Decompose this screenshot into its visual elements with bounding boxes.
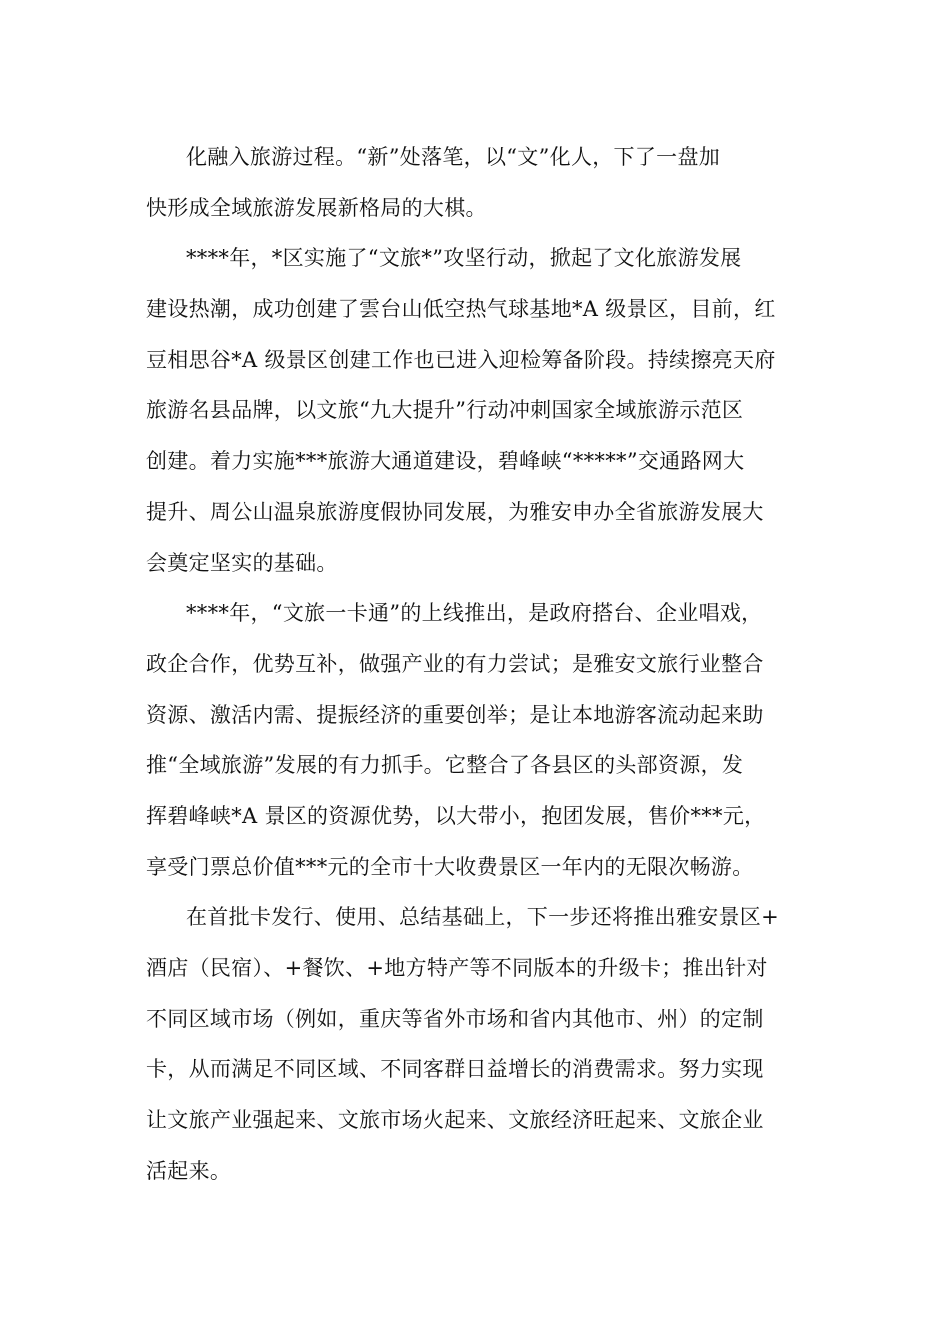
text-line: 提升、周公山温泉旅游度假协同发展，为雅安申办全省旅游发展大 [146,499,764,524]
paragraph-2 [146,233,806,588]
text-line: ****年，“文旅一卡通”的上线推出，是政府搭台、企业唱戏， [186,601,763,626]
text-line: 化融入旅游过程。“新”处落笔，以“文”化人，下了一盘加 [186,145,721,169]
paragraph-4 [146,892,806,1196]
text-line: 旅游名县品牌，以文旅“九大提升”行动冲刺国家全域旅游示范区 [146,398,744,423]
paragraph-1 [146,132,806,233]
text-line: 创建。着力实施***旅游大通道建设，碧峰峡“*****”交通路网大 [146,449,745,474]
text-line: 不同区域市场（例如，重庆等省外市场和省内其他市、州）的定制 [146,1006,764,1031]
text-line: 挥碧峰峡*A 景区的资源优势，以大带小，抱团发展，售价***元， [146,803,766,828]
text-line: 资源、激活内需、提振经济的重要创举；是让本地游客流动起来助 [146,702,764,727]
text-line: 豆相思谷*A 级景区创建工作也已进入迎检筹备阶段。持续擦亮天府 [146,347,776,372]
text-line: 在首批卡发行、使用、总结基础上，下一步还将推出雅安景区+ [186,905,779,930]
text-line: 享受门票总价值***元的全市十大收费景区一年内的无限次畅游。 [146,854,754,879]
text-line: 推“全域旅游”发展的有力抓手。它整合了各县区的头部资源，发 [146,753,744,778]
text-line: 卡，从而满足不同区域、不同客群日益增长的消费需求。努力实现 [146,1057,764,1082]
text-line: 建设热潮，成功创建了雲台山低空热气球基地*A 级景区，目前，红 [146,297,776,322]
text-line: 让文旅产业强起来、文旅市场火起来、文旅经济旺起来、文旅企业 [146,1108,764,1133]
text-line: 快形成全域旅游发展新格局的大棋。 [146,195,487,220]
text-line: ****年，*区实施了“文旅*”攻坚行动，掀起了文化旅游发展 [186,246,742,271]
text-line: 会奠定坚实的基础。 [146,550,338,575]
text-line: 酒店（民宿）、+餐饮、+地方特产等不同版本的升级卡；推出针对 [146,956,768,980]
text-line: 政企合作，优势互补，做强产业的有力尝试；是雅安文旅行业整合 [146,651,764,676]
text-line: 活起来。 [146,1158,232,1183]
paragraph-3 [146,588,806,892]
document-body [146,132,806,1196]
